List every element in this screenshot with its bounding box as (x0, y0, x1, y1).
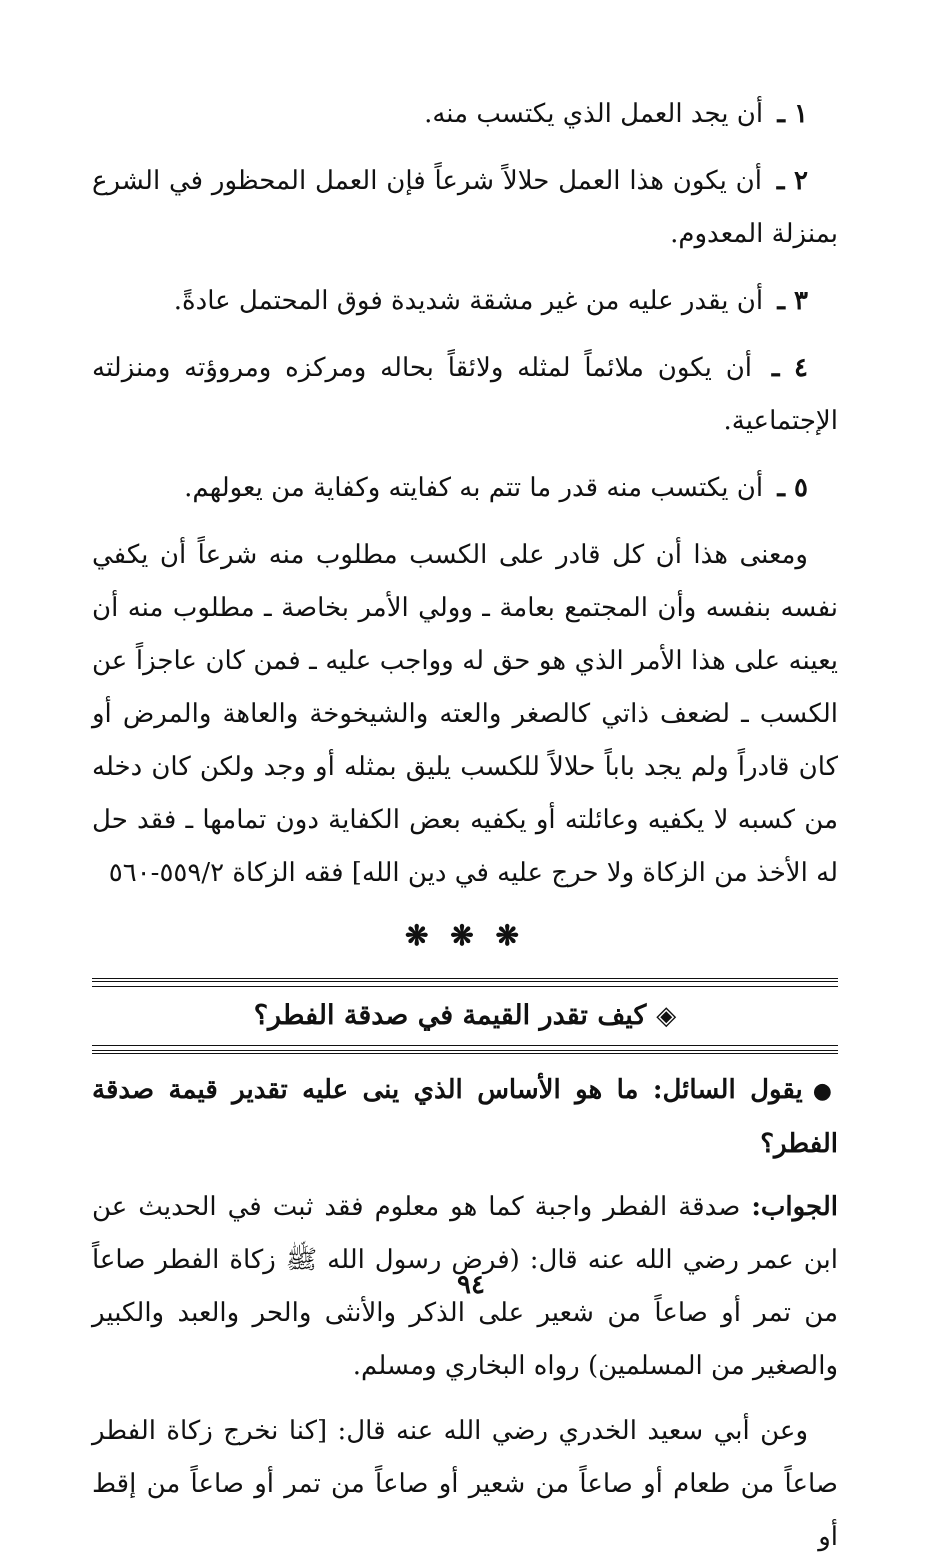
condition-text: أن يكتسب منه قدر ما تتم به كفايته وكفاية من يعولهم. (184, 473, 764, 503)
condition-5 (92, 462, 838, 515)
section-title: كيف تقدر القيمة في صدقة الفطر؟ (253, 1000, 647, 1031)
condition-1 (92, 88, 838, 141)
condition-number: ١ ـ (777, 99, 808, 129)
question-line (92, 1064, 838, 1171)
condition-text: أن يكون هذا العمل حلالاً شرعاً فإن العمل المحظور في الشرع بمنزلة المعدوم. (92, 166, 838, 249)
condition-text: أن يكون ملائماً لمثله ولائقاً بحاله ومركزه ومروؤته ومنزلته الإجتماعية. (92, 353, 838, 436)
summary-paragraph: ومعنى هذا أن كل قادر على الكسب مطلوب منه شرعاً أن يكفي نفسه بنفسه وأن المجتمع بعامة ـ وولي الأمر بخاصة ـ مطلوب منه أن يعينه على هذا الأمر الذي هو حق له وواجب عليه ـ فمن كان عاجزاً عن الكسب ـ لضعف ذاتي كالصغر والعته والشيخوخة والعاهة والمرض أو كان قادراً ولم يجد باباً حلالاً للكسب يليق بمثله أو وجد ولكن كان دخله من كسبه لا يكفيه وعائلته أو يكفيه بعض الكفاية دون تمامها ـ فقد حل له الأخذ من الزكاة ولا حرج عليه في دين الله] فقه الزكاة ٥٥٩/٢-٥٦٠ (92, 540, 838, 888)
condition-number: ٥ ـ (777, 473, 808, 503)
condition-number: ٢ ـ (776, 166, 808, 196)
question-text: يقول السائل: ما هو الأساس الذي ينى عليه تقدير قيمة صدقة الفطر؟ (92, 1075, 838, 1159)
condition-2 (92, 155, 838, 261)
bullet-icon: ● (812, 1078, 832, 1104)
condition-4 (92, 342, 838, 448)
section-heading-frame (92, 978, 838, 1054)
answer-text: صدقة الفطر واجبة كما هو معلوم فقد ثبت في الحديث عن ابن عمر رضي الله عنه قال: (فرض رسول الله ﷺ زكاة الفطر صاعاً من تمر أو صاعاً من شعير على الذكر والأنثى والحر والعبد والكبير والصغير من المسلمين) رواه البخاري ومسلم. (92, 1192, 838, 1381)
condition-text: أن يجد العمل الذي يكتسب منه. (424, 99, 764, 129)
section-heading (92, 986, 838, 1046)
diamond-icon: ◈ (656, 1001, 677, 1031)
page-body (92, 88, 838, 1564)
condition-number: ٣ ـ (777, 286, 808, 316)
page-number: ٩٤ (457, 1270, 485, 1300)
condition-3 (92, 275, 838, 328)
section-separator: ❋ ❋ ❋ (405, 919, 525, 952)
answer-label: الجواب: (751, 1192, 838, 1222)
condition-text: أن يقدر عليه من غير مشقة شديدة فوق المحتمل عادةً. (173, 286, 764, 316)
condition-number: ٤ ـ (771, 353, 809, 383)
continuation-paragraph: وعن أبي سعيد الخدري رضي الله عنه قال: [كنا نخرج زكاة الفطر صاعاً من طعام أو صاعاً من شعير أو صاعاً من تمر أو صاعاً من إقط أو (92, 1416, 838, 1552)
